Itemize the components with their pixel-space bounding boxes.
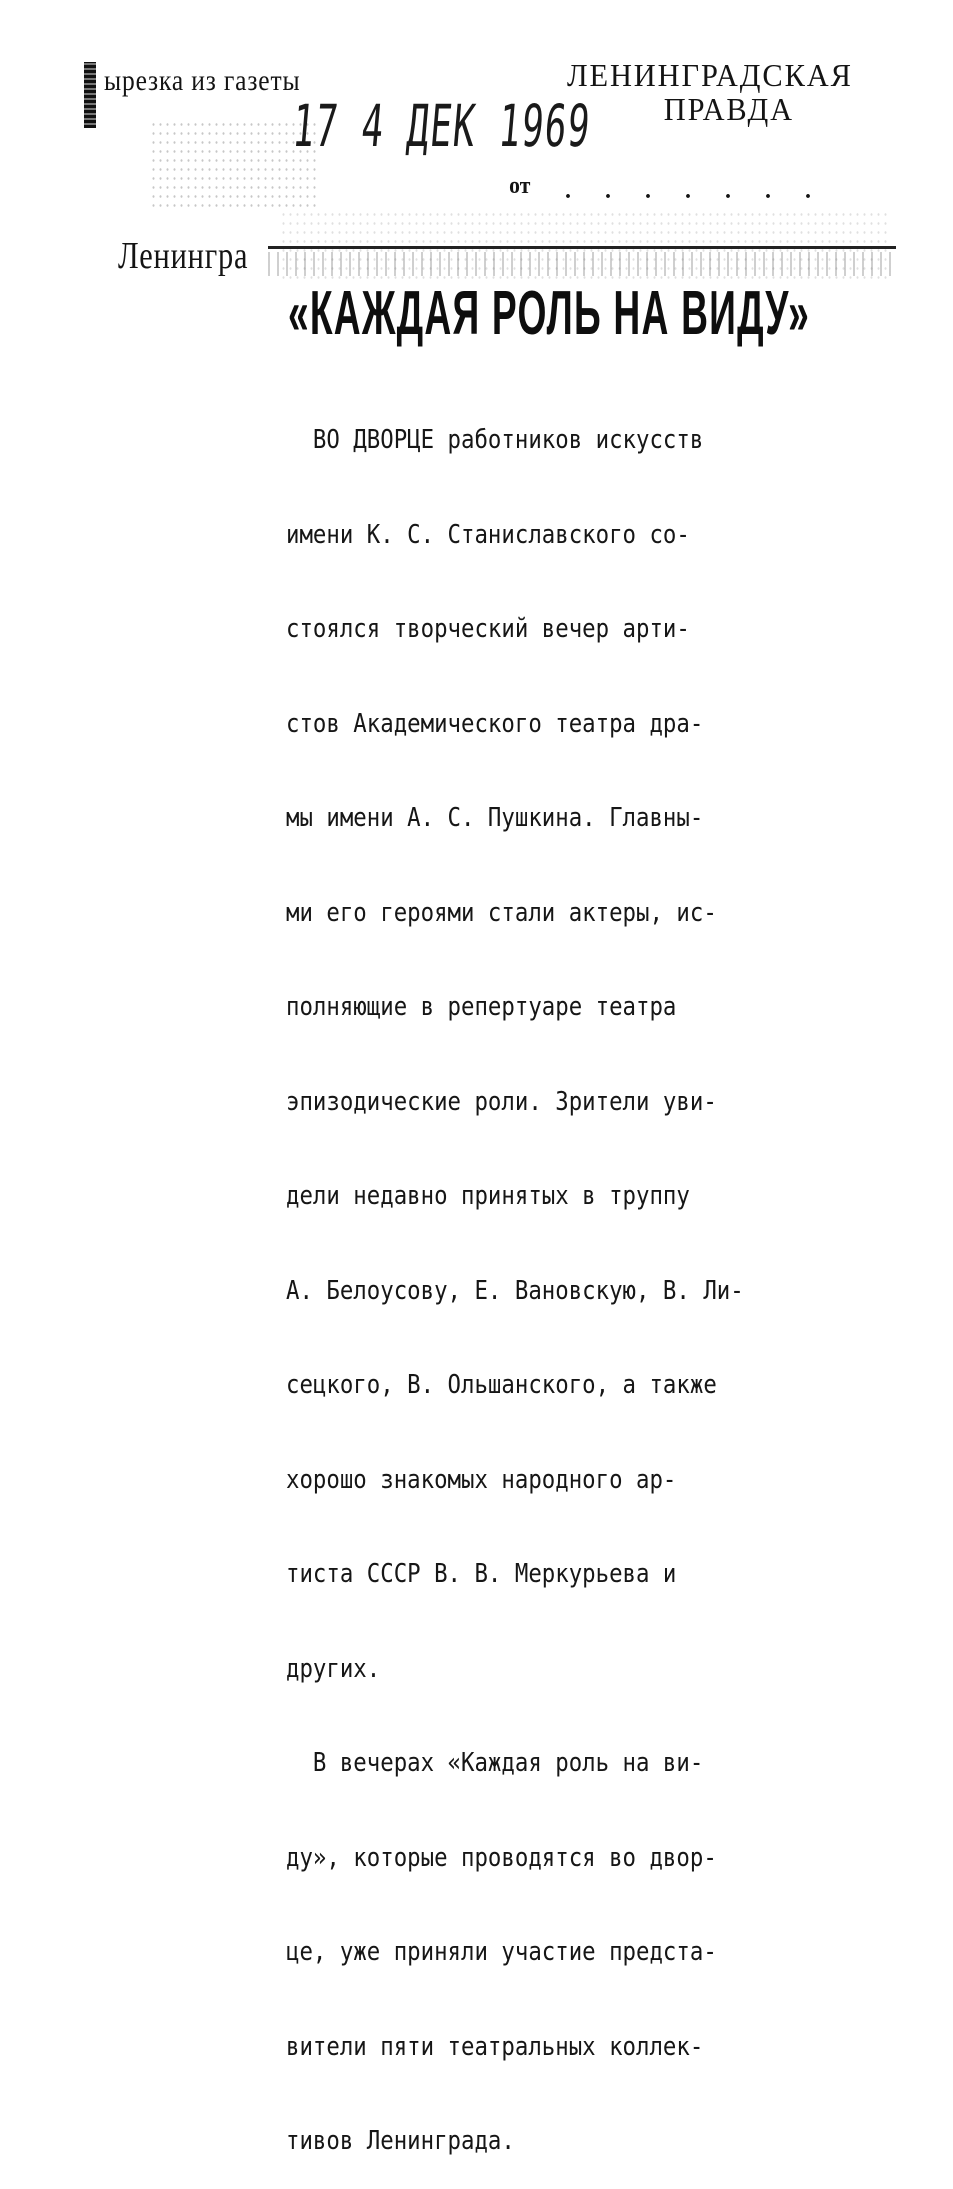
- date-stamp: 17 4 ДЕК 1969: [290, 92, 594, 160]
- clipping-label: ырезка из газеты: [104, 64, 301, 97]
- headline: «КАЖДАЯ РОЛЬ НА ВИДУ»: [288, 279, 811, 348]
- divider-noise: [268, 252, 896, 276]
- header-bar-mark: [84, 62, 96, 128]
- article-line: ВО ДВОРЦЕ работников искусств: [286, 425, 704, 455]
- newspaper-name: [546, 58, 874, 126]
- article-line: ду», которые проводятся во двор-: [286, 1842, 717, 1873]
- article-line: стов Академического театра дра-: [286, 708, 704, 739]
- article-line: стоялся творческий вечер арти-: [286, 614, 690, 644]
- article-line: сецкого, В. Ольшанского, а также: [286, 1370, 717, 1400]
- from-label: от: [509, 173, 531, 199]
- article-line: хорошо знакомых народного ар-: [286, 1464, 677, 1495]
- article-line: полняющие в репертуаре театра: [286, 992, 677, 1022]
- article-line: тиста СССР В. В. Меркурьева и: [286, 1559, 677, 1589]
- article-line: тивов Ленинграда.: [286, 2126, 515, 2156]
- article-body: [286, 362, 785, 2189]
- article-line: В вечерах «Каждая роль на ви-: [286, 1748, 704, 1778]
- city-dateline: Ленингра: [118, 235, 249, 277]
- article-line: мы имени А. С. Пушкина. Главны-: [286, 803, 704, 833]
- article-line: дели недавно принятых в труппу: [286, 1181, 690, 1211]
- article-line: ми его героями стали актеры, ис-: [286, 897, 717, 928]
- newspaper-name-line-1: ЛЕНИНГРАДСКАЯ: [566, 57, 853, 93]
- newspaper-name-line-2: ПРАВДА: [663, 91, 794, 127]
- from-dots: . . . . . . .: [565, 178, 825, 204]
- article-line: имени К. С. Станиславского со-: [286, 519, 690, 550]
- article-line: вители пяти театральных коллек-: [286, 2031, 704, 2062]
- article-line: эпизодические роли. Зрители уви-: [286, 1086, 717, 1117]
- article-line: А. Белоусову, Е. Вановскую, В. Ли-: [286, 1275, 744, 1306]
- article-line: це, уже приняли участие предста-: [286, 1937, 717, 1967]
- article-line: других.: [286, 1653, 381, 1684]
- divider-rule: [268, 246, 896, 249]
